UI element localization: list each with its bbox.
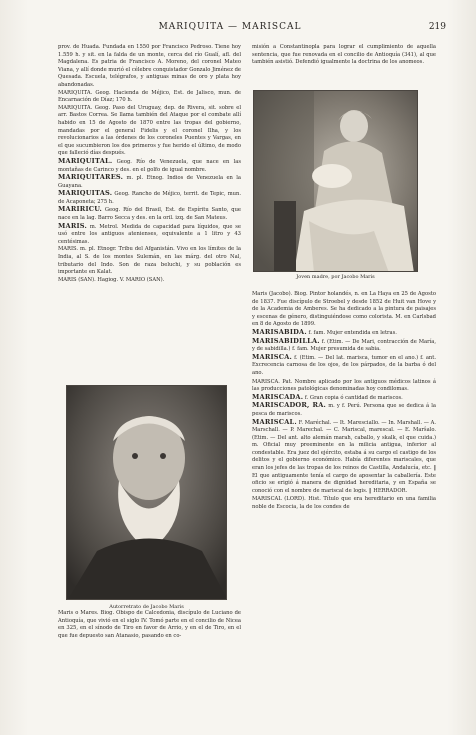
dictionary-entry — [252, 354, 436, 378]
paragraph: prov. de Huada. Fundada en 1550 por Francisco Pedroso. Tiene hoy 1.559 h. y sit. en la falda de un monte, cerca del río Gualí, afl. del Magdalena. Es patria de Francisco A. Moreno, del coronel Mateo Viana, y allí donde murió el célebre conquistador Gonzalo Jiménez de Quesada. Escuela, telégrafos, y antiguas minas de oro y plata hoy abandonadas. — [58, 44, 241, 88]
entry-text: m. y f. Perú. Persona que se dedica á la pesca de mariscos. — [252, 403, 436, 417]
entry-text: Geog. Río de Venezuela, que nace en las montañas de Carinco y des. en el golfo de igual nombre. — [58, 158, 241, 173]
headword: MARISABIDA. — [252, 327, 307, 336]
portrait-illustration — [67, 386, 227, 600]
painting-illustration — [254, 91, 418, 272]
entry-text: Geog. Rancho de Méjico, territ. de Tepic, mun. de Acaponeta; 275 h. — [58, 191, 241, 205]
dictionary-entry — [252, 290, 436, 329]
figure-caption: Joven madre, por Jacobo Maris — [296, 274, 375, 280]
headword: MARIQUITARES. — [58, 173, 124, 182]
headword: MARISCAL. — [252, 417, 297, 426]
dictionary-entry — [58, 158, 241, 174]
dictionary-entry — [252, 338, 436, 354]
dictionary-entry — [252, 419, 436, 496]
entry-text: m. pl. Etnog. Indios de Venezuela en la Guayana. — [58, 175, 241, 189]
headword: MARISCA. — [252, 352, 293, 361]
entry-text: f. fam. Mujer entendida en letras. — [308, 329, 397, 336]
dictionary-entry — [58, 206, 241, 222]
entry-text: f. Gran copia ó cantidad de mariscos. — [304, 394, 403, 401]
paragraph: MARIQUITA. Geog. Paso del Uruguay, dep. de Rivera, sit. sobre el arr. Bastos Correa. Se llama también del Ataque por el combate allí habido en 15 de Agosto de 1870 entre las tropas del gobierno, mandadas por el general Fidelis y el coronel Ilha, y los revolucionarios a las órdenes de los coroneles Puentes y Vargas, en el que sucumbieron los dos primeros y fue herido el último, de modo que falleció días después. — [58, 104, 241, 157]
headword: MARIS. — [58, 221, 88, 230]
headword: MARIQUITAS. — [58, 189, 113, 198]
entry-text: f. (Etim. — Del lat. marisca, tumor en el ano.) f. ant. Excrecencia carnosa de los ojos, de los párpados, de la barba ó del ano. — [252, 354, 436, 376]
running-header: MARIQUITA — MARISCAL — [158, 22, 302, 32]
entry-text: f. (Etim. — De Mari, contracción de María, y de sabidilla.) f. fam. Mujer presumida de sabia. — [252, 338, 436, 353]
dictionary-entry — [252, 402, 436, 418]
dictionary-entry — [252, 378, 436, 394]
dictionary-entry — [58, 190, 241, 206]
paragraph: MARIS. m. pl. Etnogr. Tribu del Afganistán. Vivo en los límites de la India, al S. de los montes Sulemán, en las márg. del otro Nal, tributario del Indo. Son de raza beluchi, y su población es importante en Kalat. — [58, 246, 241, 276]
entry-text: Maris (Jacobo). Biog. Pintor holandés, n. en La Haya en 25 de Agosto de 1837. Fue discípulo de Stroebel y desde 1852 de Huit van Hove y de la Academia de Amberes. Se ha dedicado a la pintura de paisajes y escenas de género, distinguiéndose como colorista. M. en Carlsbad en 8 de Agosto de 1899. — [252, 291, 436, 328]
figure-caption: Autorretrato de Jacobo Maris — [109, 604, 184, 610]
portrait-self — [66, 385, 227, 600]
painting-young-mother — [253, 90, 418, 272]
paragraph: MARIS (SAN). Hagiog. V. MARIO (SAN). — [58, 276, 165, 283]
headword: MARISABIDILLA. — [252, 336, 320, 345]
headword: MARIRICU. — [58, 205, 103, 214]
entry-text: F. Maréchal. — It. Maresciallo. — In. Marshall. — A. Marschall. — P. Marechal. — C. Mariscal, marescal. — E. Marŝalo. (Etim. — Del ant. alto alemán marah, caballo, y skalk, el que cuida.) m. Oficial muy preeminente en la milicia antigua, inferior al condestable. Era juez del ejército, estaba á su cargo el castigo de los delitos y el gobierno económico. Había diferentes mariscales, que eran los jefes de las tropas de los reinos de Castilla, Andalucía, etc. ‖ El que antiguamente tenía el cargo de aposentar la caballería. Este oficio se erigió á manera de dignidad hereditaria, y en España se conoció con el nombre de mariscal de logis. ‖ HERRADOR. — [252, 419, 436, 494]
dictionary-entry — [58, 223, 241, 247]
headword: MARIQUITAL. — [58, 156, 113, 165]
entry-text: Geog. Río del Brasil, Est. de Espíritu Santo, que nace en la lag. Barro Secca y des. en la oril. izq. de San Mateus. — [58, 207, 241, 222]
entry-text: MARISCAL (LORD). Hist. Título que era hereditario en una familia noble de Escocia, la de los condes de — [252, 496, 436, 511]
page-number: 219 — [428, 22, 446, 32]
entry-text: MARISCA. Pat. Nombre aplicado por los antiguos médicos latinos á las producciones patológicas denominadas hoy condilomas. — [252, 378, 436, 393]
paragraph: misión a Constantinopla para lograr el cumplimiento de aquella sentencia, que fue renovada en el concilio de Antioquía (341), al que también asistió. Defendió igualmente la doctrina de los anomeos. — [252, 44, 436, 66]
dictionary-entry — [58, 174, 241, 190]
headword: MARISCADA. — [252, 392, 304, 401]
headword: MARISCADOR, RA. — [252, 401, 327, 410]
entry-text: m. Metrol. Medida de capacidad para líquidos, que se usó entre los antiguos atenienses, equivalente a 1 litro y 43 centésimas. — [58, 223, 241, 245]
paragraph: MARIQUITA. Geog. Hacienda de Méjico, Est. de Jalisco, mun. de Encarnación de Díaz; 170 h. — [58, 89, 241, 104]
paragraph: Maris o Mares. Biog. Obispo de Calcedonia, discípulo de Luciano de Antioquía, que vivió en el siglo IV. Tomó parte en el concilio de Nicea en 325, en el sínodo de Tiro en favor de Arrio, y en el de Tiro, en el que fue depuesto san Atanasio, pasando en co- — [58, 610, 241, 639]
dictionary-entry — [252, 495, 436, 511]
